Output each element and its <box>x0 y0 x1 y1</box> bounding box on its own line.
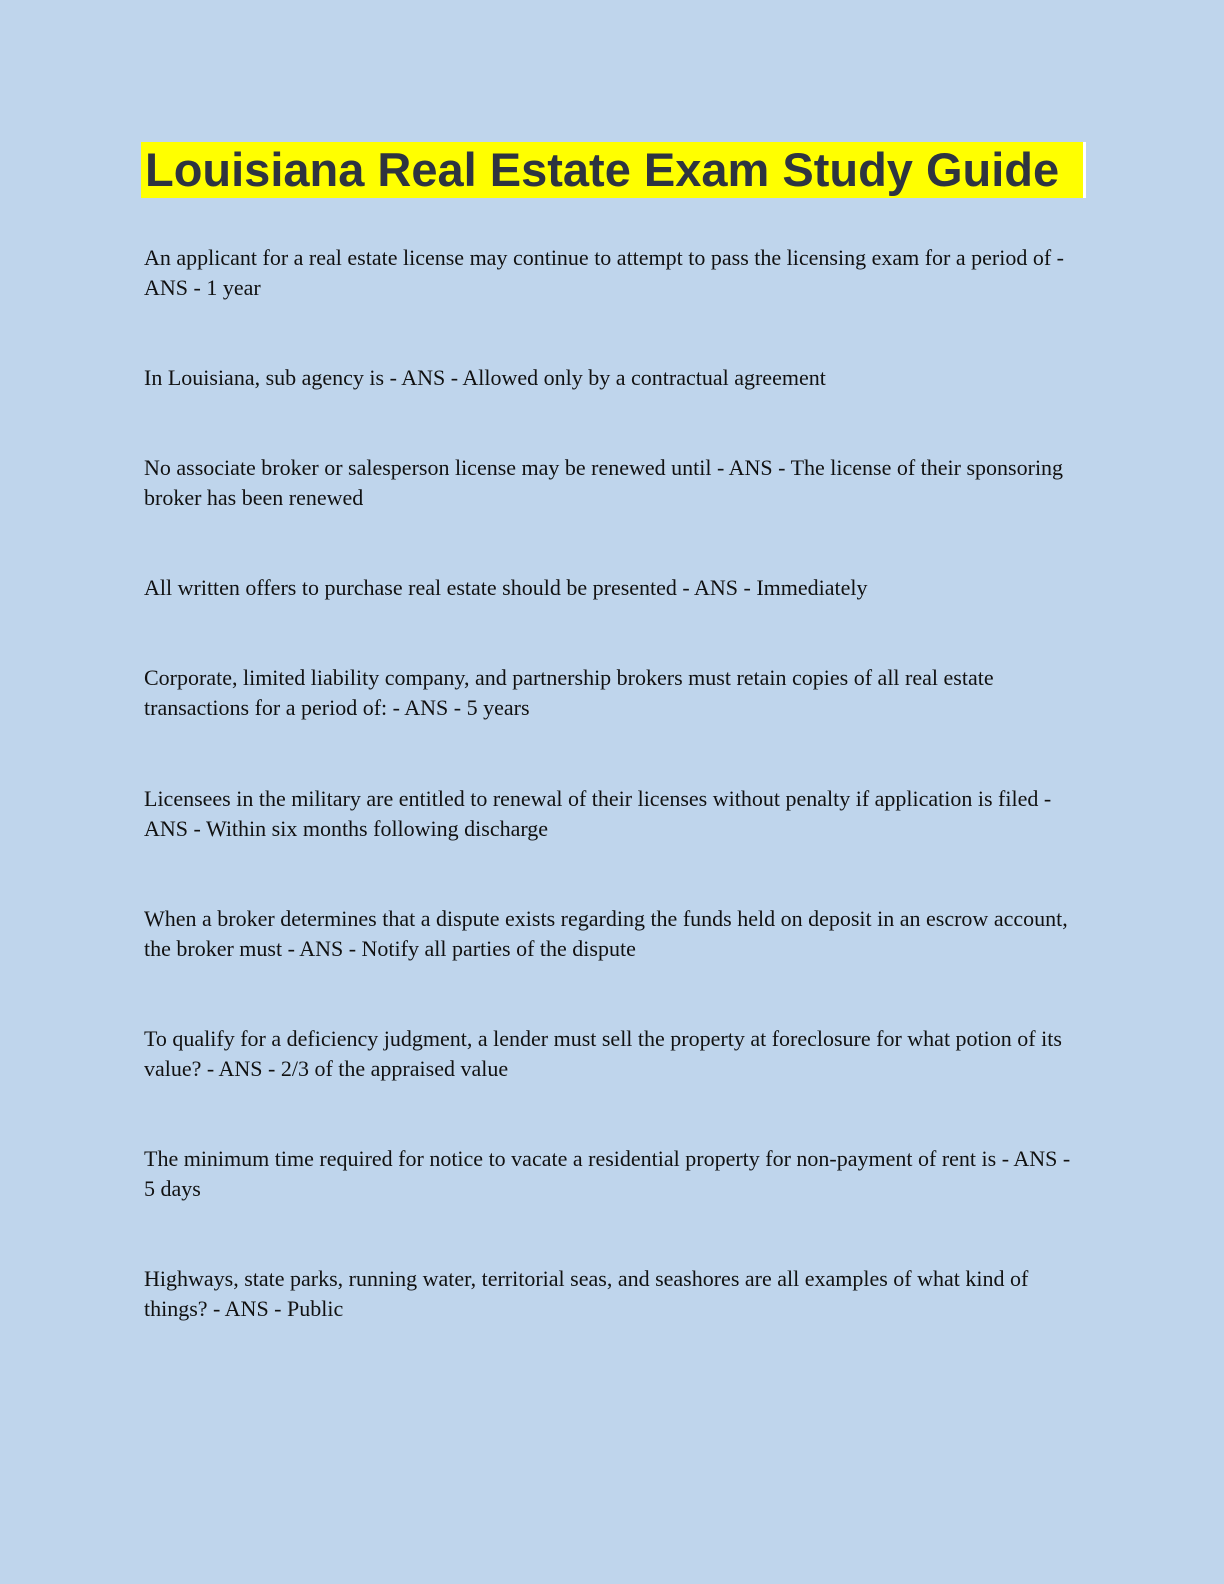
qa-item-3: No associate broker or salesperson license may be renewed until - ANS - The license of their sponsoring broker has been renewed <box>144 455 1064 510</box>
qa-item-5: Corporate, limited liability company, and partnership brokers must retain copies of all real estate transactions for a period of: - ANS - 5 years <box>144 665 994 720</box>
qa-item-10: Highways, state parks, running water, territorial seas, and seashores are all examples of what kind of things? - ANS - Public <box>144 1266 1029 1321</box>
qa-item-8: To qualify for a deficiency judgment, a lender must sell the property at foreclosure for what potion of its value? - ANS - 2/3 of the appraised value <box>144 1026 1062 1081</box>
document-title: Louisiana Real Estate Exam Study Guide <box>145 143 1060 196</box>
qa-item-4: All written offers to purchase real estate should be presented - ANS - Immediately <box>144 575 868 600</box>
title-highlight <box>141 142 1083 198</box>
qa-item-7: When a broker determines that a dispute exists regarding the funds held on deposit in an escrow account, the broker must - ANS - Notify all parties of the dispute <box>144 906 1068 961</box>
qa-item-9: The minimum time required for notice to vacate a residential property for non-payment of rent is - ANS - 5 days <box>144 1146 1071 1201</box>
qa-item-1: An applicant for a real estate license may continue to attempt to pass the licensing exam for a period of - ANS - 1 year <box>144 245 1065 300</box>
qa-item-6: Licensees in the military are entitled to renewal of their licenses without penalty if application is filed - ANS - Within six months following discharge <box>144 786 1052 841</box>
qa-item-2: In Louisiana, sub agency is - ANS - Allowed only by a contractual agreement <box>144 365 826 390</box>
